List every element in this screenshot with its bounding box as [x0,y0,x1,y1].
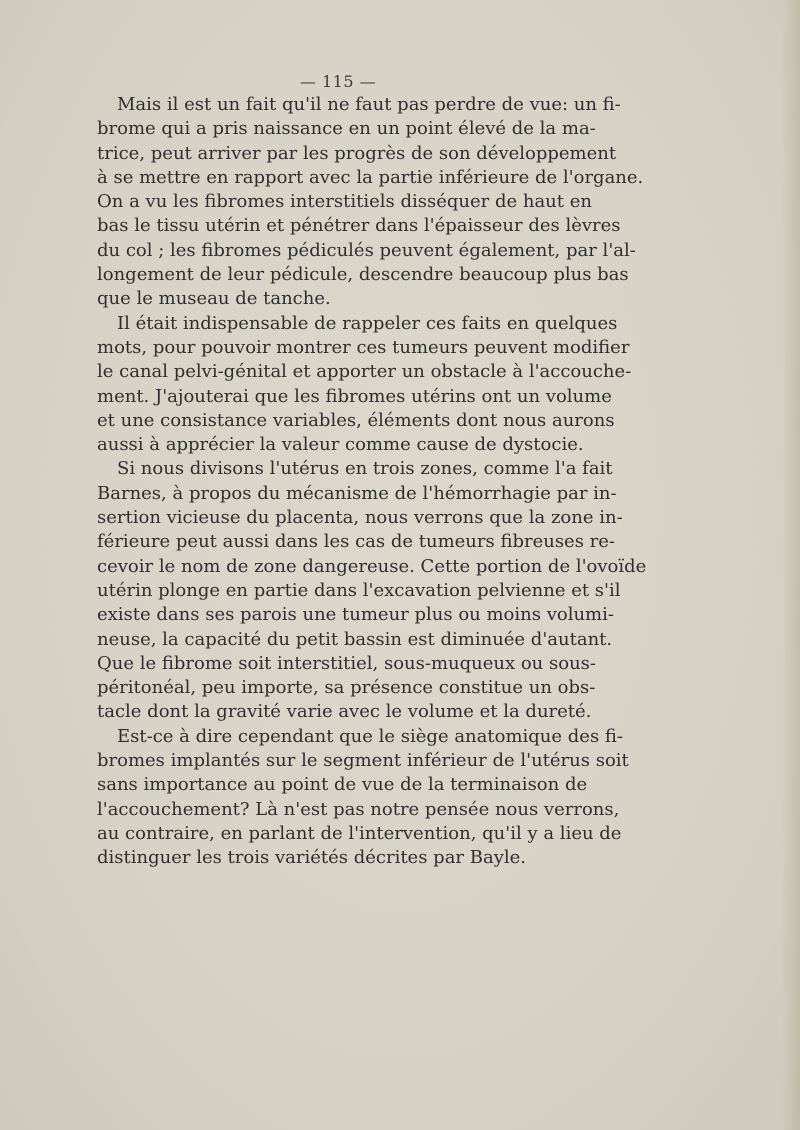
text-line: trice, peut arriver par les progrès de son développement [97,142,617,164]
text-line: Est-ce à dire cependant que le siège anatomique des fi- [117,725,623,747]
text-line: férieure peut aussi dans les cas de tumeurs fibreuses re- [97,531,616,553]
text-line: longement de leur pédicule, descendre beaucoup plus bas [97,264,629,286]
text-line: le canal pelvi-génital et apporter un obstacle à l'accouche- [97,361,632,383]
text-line: bromes implantés sur le segment inférieur de l'utérus soit [97,750,629,772]
text-line: sertion vicieuse du placenta, nous verrons que la zone in- [97,507,623,529]
text-line: aussi à apprécier la valeur comme cause de dystocie. [97,434,584,456]
text-line: neuse, la capacité du petit bassin est diminuée d'autant. [97,628,613,650]
text-line: cevoir le nom de zone dangereuse. Cette portion de l'ovoïde [97,555,647,577]
page-number: — 115 — [299,72,377,91]
text-line: tacle dont la gravité varie avec le volume et la dureté. [97,701,592,723]
text-line: que le museau de tanche. [97,288,331,310]
text-line: existe dans ses parois une tumeur plus ou moins volumi- [97,604,614,626]
text-line: On a vu les fibromes interstitiels disséquer de haut en [97,191,592,213]
text-line: l'accouchement? Là n'est pas notre pensée nous verrons, [97,798,620,820]
text-line: distinguer les trois variétés décrites par Bayle. [97,847,527,869]
body-text [97,93,647,871]
page-edge-shadow [782,0,800,1130]
text-line: mots, pour pouvoir montrer ces tumeurs peuvent modifier [97,336,630,358]
text-line: péritonéal, peu importe, sa présence constitue un obs- [97,677,596,699]
text-line: à se mettre en rapport avec la partie inférieure de l'organe. [97,166,644,188]
text-line: Mais il est un fait qu'il ne faut pas perdre de vue: un fi- [117,94,621,115]
paragraph [97,312,632,458]
text-line: Si nous divisons l'utérus en trois zones, comme l'a fait [117,458,613,480]
text-line: Il était indispensable de rappeler ces faits en quelques [117,312,618,334]
paragraph [97,93,644,312]
text-line: sans importance au point de vue de la terminaison de [97,774,588,796]
text-line: Que le fibrome soit interstitiel, sous-muqueux ou sous- [97,652,596,674]
text-line: au contraire, en parlant de l'intervention, qu'il y a lieu de [97,822,622,844]
text-line: utérin plonge en partie dans l'excavation pelvienne et s'il [97,579,621,601]
text-line: Barnes, à propos du mécanisme de l'hémorrhagie par in- [97,482,617,504]
text-line: bas le tissu utérin et pénétrer dans l'épaisseur des lèvres [97,215,621,237]
text-line: ment. J'ajouterai que les fibromes utérins ont un volume [97,385,612,407]
text-line: du col ; les fibromes pédiculés peuvent également, par l'al- [97,239,636,261]
text-line: et une consistance variables, éléments dont nous aurons [97,409,615,431]
text-line: brome qui a pris naissance en un point élevé de la ma- [97,118,596,140]
paragraph [97,457,647,724]
paragraph [97,725,629,871]
